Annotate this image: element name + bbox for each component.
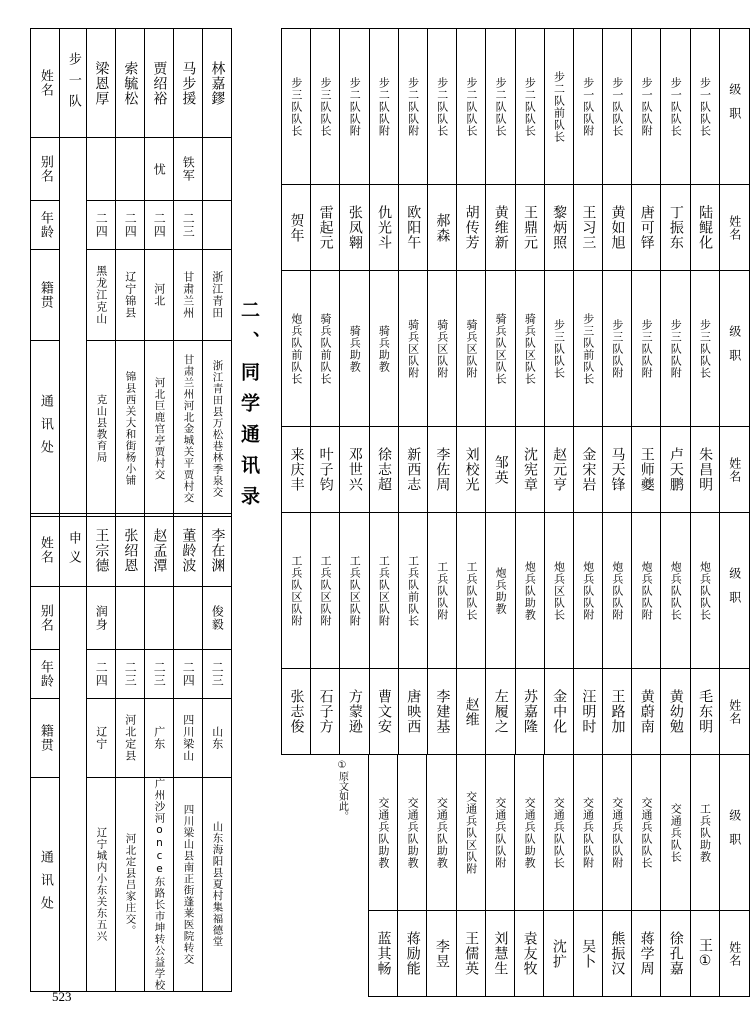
roster-table-3 [281,512,750,755]
roster-4-rank-header: 级职 [719,755,749,911]
roster-2-name-header: 姓名 [719,427,749,513]
roster-1-rank-header: 级职 [719,29,749,185]
roster-2-rank-0: 炮兵队前队长 [282,271,311,427]
roster-4-rank-5: 交通兵队助教 [515,755,544,911]
cell-name-2: 贾绍裕 [145,29,174,138]
cell2-origin-1: 河北定县 [116,699,145,778]
cell-address-header: 通讯处 [31,341,60,517]
cell2-name-header: 姓名 [31,514,60,587]
roster-1-rank-6: 步二队队长 [457,29,486,185]
cell2-age-1: 二三 [116,650,145,699]
roster-3-rank-11: 炮兵队队附 [603,513,632,669]
cell2-address-1: 河北定县吕家庄交。 [116,778,145,992]
roster-4-name-11: 王① [690,911,719,997]
roster-2-name-6: 刘校光 [457,427,486,513]
roster-1-name-7: 黄维新 [486,185,515,271]
roster-3-name-12: 黄蔚南 [632,669,661,755]
roster-4-rank-3: 交通兵队区队附 [456,755,485,911]
cell-unit-label: 步一队 [60,29,87,138]
roster-1-rank-11: 步一队队长 [603,29,632,185]
roster-4-rank-7: 交通兵队队附 [573,755,602,911]
roster-3-rank-13: 炮兵队队长 [661,513,690,669]
roster-2-name-4: 新西志 [398,427,427,513]
cell2-name-3: 董龄波 [174,514,203,587]
roster-group-1 [281,28,750,271]
cell2-origin-3: 四川梁山 [174,699,203,778]
roster-row-rank-3 [282,513,750,669]
roster-1-name-4: 欧阳午 [398,185,427,271]
roster-group-2 [281,270,750,513]
roster-3-rank-8: 炮兵队助教 [515,513,544,669]
roster-4-name-2: 李昱 [427,911,456,997]
roster-3-rank-9: 炮兵区队长 [544,513,573,669]
roster-1-rank-9: 步二队前队长 [544,29,573,185]
cell-unit-spacer [60,138,87,517]
cell2-address-2: 广州沙河once东路长市坤转公益学校 [145,778,174,992]
roster-1-rank-3: 步二队队附 [369,29,398,185]
table-bottom-row-name [31,514,232,587]
roster-table-1 [281,28,750,271]
roster-4-name-3: 王儒英 [456,911,485,997]
roster-4-name-9: 蒋学周 [632,911,661,997]
roster-3-name-3: 曹文安 [369,669,398,755]
cell2-alias-3 [174,587,203,650]
roster-3-name-1: 石子方 [311,669,340,755]
cell2-age-header: 年龄 [31,650,60,699]
roster-3-rank-4: 工兵队前队长 [398,513,427,669]
roster-3-rank-1: 工兵队区队附 [311,513,340,669]
cell2-alias-4: 俊毅 [203,587,232,650]
cell-age-3: 二三 [174,201,203,250]
cell-alias-4 [203,138,232,201]
roster-1-rank-7: 步二队队长 [486,29,515,185]
left-roster-table-top [30,28,232,517]
roster-3-name-9: 金中化 [544,669,573,755]
cell2-age-2: 二三 [145,650,174,699]
roster-4-name-6: 沈扩 [544,911,573,997]
roster-4-name-header: 姓名 [719,911,749,997]
cell-age-2: 二四 [145,201,174,250]
roster-1-name-header: 姓名 [719,185,749,271]
cell-alias-1 [116,138,145,201]
roster-2-rank-4: 骑兵区队附 [398,271,427,427]
roster-4-name-7: 吴卜 [573,911,602,997]
cell-age-0: 二四 [87,201,116,250]
cell-origin-0: 黑龙江克山 [87,250,116,341]
cell-name-3: 马步援 [174,29,203,138]
roster-2-name-13: 卢天鹏 [661,427,690,513]
roster-2-rank-6: 骑兵区队附 [457,271,486,427]
roster-3-rank-10: 炮兵队队附 [573,513,602,669]
roster-3-name-header: 姓名 [719,669,749,755]
cell-alias-0 [87,138,116,201]
roster-2-rank-11: 步三队队附 [603,271,632,427]
roster-2-rank-10: 步三队前队长 [573,271,602,427]
roster-1-name-5: 郝森 [427,185,456,271]
roster-4-rank-4: 交通兵队队附 [485,755,514,911]
roster-1-rank-2: 步二队队附 [340,29,369,185]
roster-1-name-12: 唐可铎 [632,185,661,271]
roster-3-name-14: 毛东明 [690,669,719,755]
roster-4-rank-6: 交通兵队队长 [544,755,573,911]
footnote: ①原文如此。 [336,760,348,821]
roster-4-rank-0: 交通兵队助教 [369,755,398,911]
cell2-name-4: 李在渊 [203,514,232,587]
roster-1-rank-5: 步二队队长 [427,29,456,185]
cell-age-header: 年龄 [31,201,60,250]
roster-1-rank-4: 步二队队附 [398,29,427,185]
cell2-origin-header: 籍贯 [31,699,60,778]
roster-3-name-6: 赵维 [457,669,486,755]
roster-table-4 [368,754,750,997]
roster-1-name-1: 雷起元 [311,185,340,271]
roster-3-name-10: 汪明时 [573,669,602,755]
cell2-alias-2 [145,587,174,650]
roster-1-name-13: 丁振东 [661,185,690,271]
cell-origin-3: 甘肃兰州 [174,250,203,341]
roster-row-name-2 [282,427,750,513]
roster-group-4 [368,754,750,997]
roster-2-rank-9: 步三队队长 [544,271,573,427]
roster-1-name-9: 黎炳照 [544,185,573,271]
roster-2-name-5: 李佐周 [427,427,456,513]
roster-1-name-8: 王鼎元 [515,185,544,271]
roster-1-rank-12: 步一队队附 [632,29,661,185]
cell2-age-4: 二三 [203,650,232,699]
roster-3-rank-12: 炮兵队队附 [632,513,661,669]
roster-2-rank-13: 步三队队附 [661,271,690,427]
roster-table-2 [281,270,750,513]
cell2-address-0: 辽宁城内小东关东五兴 [87,778,116,992]
roster-4-rank-8: 交通兵队队附 [602,755,631,911]
roster-1-rank-0: 步三队队长 [282,29,311,185]
page-title: 二、同学通讯录 [238,300,260,517]
roster-2-name-7: 邹英 [486,427,515,513]
cell2-unit-label: 申义 [60,514,87,587]
roster-3-name-11: 王路加 [603,669,632,755]
left-roster-table-bottom [30,513,232,992]
roster-2-name-1: 叶子钧 [311,427,340,513]
roster-3-name-8: 苏嘉隆 [515,669,544,755]
roster-row-rank-2 [282,271,750,427]
roster-2-name-8: 沈宪章 [515,427,544,513]
cell-alias-header: 别名 [31,138,60,201]
roster-2-name-10: 金宋岩 [573,427,602,513]
roster-4-name-4: 刘慧生 [485,911,514,997]
cell2-address-4: 山东海阳县夏村集福德堂 [203,778,232,992]
roster-4-rank-1: 交通兵队助教 [398,755,427,911]
roster-2-name-3: 徐志超 [369,427,398,513]
roster-1-name-10: 王习三 [573,185,602,271]
roster-4-rank-9: 交通兵队队长 [632,755,661,911]
roster-2-rank-7: 骑兵队区队长 [486,271,515,427]
roster-3-rank-7: 炮兵助教 [486,513,515,669]
roster-2-rank-header: 级职 [719,271,749,427]
cell-age-1: 二四 [116,201,145,250]
roster-3-rank-6: 工兵队队长 [457,513,486,669]
roster-2-rank-8: 骑兵队区队长 [515,271,544,427]
cell-alias-2: 忧 [145,138,174,201]
roster-1-rank-14: 步一队队长 [690,29,719,185]
cell-address-0: 克山县教育局 [87,341,116,517]
roster-row-rank-4 [369,755,750,911]
cell2-alias-0: 润身 [87,587,116,650]
table-bottom-row-alias [31,587,232,650]
cell-name-header: 姓名 [31,29,60,138]
roster-2-rank-1: 骑兵队前队长 [311,271,340,427]
roster-3-rank-14: 炮兵队队长 [690,513,719,669]
roster-row-rank-1 [282,29,750,185]
roster-2-rank-12: 步三队队附 [632,271,661,427]
cell2-origin-4: 山东 [203,699,232,778]
roster-4-rank-11: 工兵队助教 [690,755,719,911]
table-top-row-alias [31,138,232,201]
roster-3-name-7: 左履之 [486,669,515,755]
roster-3-rank-5: 工兵队队附 [427,513,456,669]
roster-4-name-5: 袁友牧 [515,911,544,997]
cell2-age-3: 二四 [174,650,203,699]
cell-origin-4: 浙江青田 [203,250,232,341]
table-top [30,28,232,517]
roster-row-name-1 [282,185,750,271]
cell2-age-0: 二四 [87,650,116,699]
cell-origin-2: 河北 [145,250,174,341]
roster-row-name-4 [369,911,750,997]
roster-2-rank-3: 骑兵助教 [369,271,398,427]
roster-3-rank-2: 工兵队区队附 [340,513,369,669]
roster-3-rank-3: 工兵队区队附 [369,513,398,669]
cell-name-0: 梁恩厚 [87,29,116,138]
cell2-name-0: 王宗德 [87,514,116,587]
roster-1-name-11: 黄如旭 [603,185,632,271]
cell2-address-header: 通讯处 [31,778,60,992]
roster-3-rank-header: 级职 [719,513,749,669]
cell2-name-1: 张绍恩 [116,514,145,587]
cell2-address-3: 四川梁山县南正街蓬莱医院转交 [174,778,203,992]
roster-4-rank-2: 交通兵队助教 [427,755,456,911]
roster-4-name-1: 蒋励能 [398,911,427,997]
cell2-origin-2: 广东 [145,699,174,778]
cell-alias-3: 铁军 [174,138,203,201]
roster-1-name-6: 胡传芳 [457,185,486,271]
cell-address-1: 锦县西关大和街杨小铺 [116,341,145,517]
roster-4-rank-10: 交通兵队长 [661,755,690,911]
cell2-name-2: 赵孟潭 [145,514,174,587]
cell2-origin-0: 辽宁 [87,699,116,778]
roster-2-rank-14: 步三队队长 [690,271,719,427]
cell-name-4: 林嘉鏐 [203,29,232,138]
roster-group-3 [281,512,750,755]
cell-address-3: 甘肃兰州河北金城关平贾村交 [174,341,203,517]
roster-1-name-2: 张凤翱 [340,185,369,271]
cell-origin-1: 辽宁锦县 [116,250,145,341]
cell2-unit-spacer [60,587,87,992]
roster-3-name-2: 方蒙逊 [340,669,369,755]
roster-1-name-3: 仇光斗 [369,185,398,271]
roster-1-rank-13: 步一队队长 [661,29,690,185]
roster-2-rank-2: 骑兵助教 [340,271,369,427]
roster-2-rank-5: 骑兵区队附 [427,271,456,427]
roster-1-rank-1: 步三队队长 [311,29,340,185]
cell-name-1: 索毓松 [116,29,145,138]
roster-1-name-14: 陆鲲化 [690,185,719,271]
cell-address-4: 浙江青田县万松巷林季泉交 [203,341,232,517]
roster-1-rank-10: 步一队队附 [573,29,602,185]
roster-3-rank-0: 工兵队区队附 [282,513,311,669]
roster-4-name-8: 熊振汉 [602,911,631,997]
roster-3-name-5: 李建基 [427,669,456,755]
roster-2-name-12: 王师夔 [632,427,661,513]
roster-row-name-3 [282,669,750,755]
roster-2-name-14: 朱昌明 [690,427,719,513]
cell-address-2: 河北巨鹿官亭贾村交 [145,341,174,517]
cell2-alias-1 [116,587,145,650]
page-number: 523 [52,989,72,1004]
table-top-row-name [31,29,232,138]
cell-origin-header: 籍贯 [31,250,60,341]
cell2-alias-header: 别名 [31,587,60,650]
roster-1-rank-8: 步二队队长 [515,29,544,185]
table-bottom [30,513,232,992]
roster-3-name-4: 唐映西 [398,669,427,755]
cell-age-4 [203,201,232,250]
roster-2-name-11: 马天锋 [603,427,632,513]
roster-2-name-2: 邓世兴 [340,427,369,513]
roster-3-name-13: 黄幼勉 [661,669,690,755]
roster-1-name-0: 贺年 [282,185,311,271]
roster-2-name-9: 赵元亨 [544,427,573,513]
roster-3-name-0: 张志俊 [282,669,311,755]
roster-4-name-0: 蓝其畅 [369,911,398,997]
roster-2-name-0: 来庆丰 [282,427,311,513]
roster-4-name-10: 徐孔嘉 [661,911,690,997]
